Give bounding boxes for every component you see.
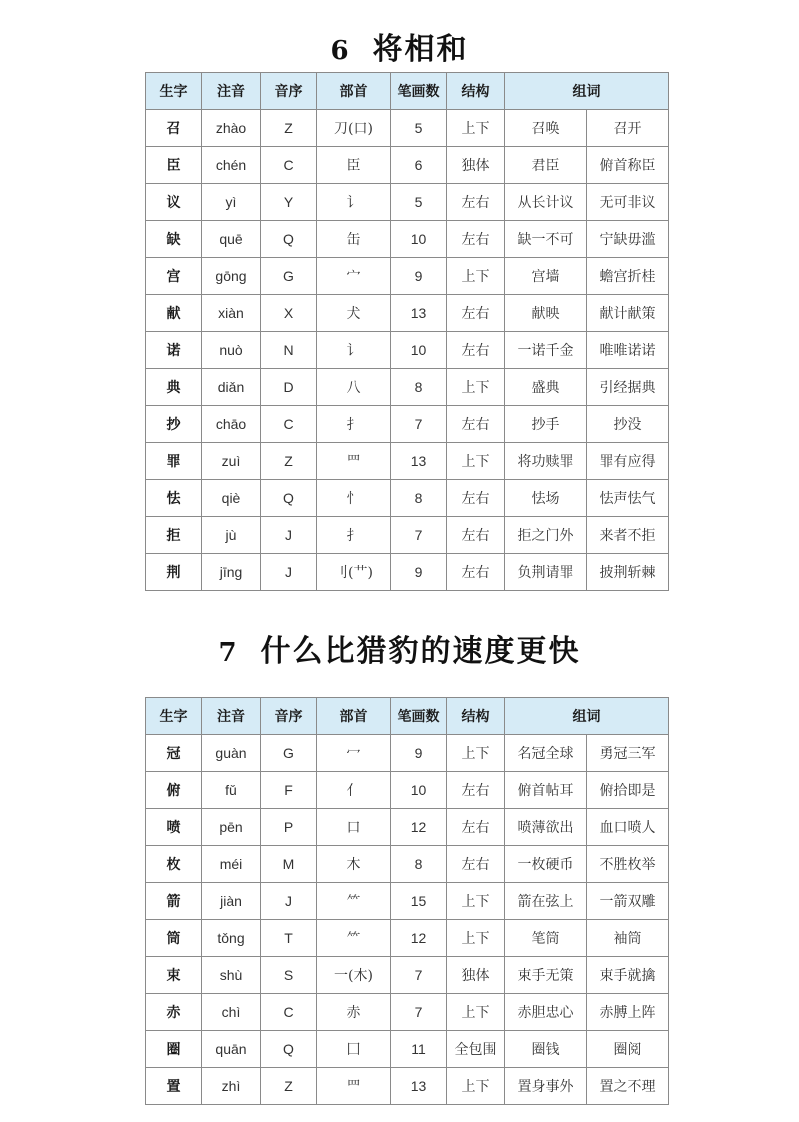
radical-cell: 扌 (317, 406, 391, 443)
char-cell: 缺 (146, 221, 202, 258)
table-row (146, 221, 669, 258)
header-radical: 部首 (317, 698, 391, 735)
word-cell: 披荆斩棘 (587, 554, 669, 591)
word-cell: 献映 (505, 295, 587, 332)
table-row (146, 554, 669, 591)
word-cell: 盛典 (505, 369, 587, 406)
char-cell: 荆 (146, 554, 202, 591)
header-order: 音序 (261, 73, 317, 110)
word-cell: 俯首称臣 (587, 147, 669, 184)
strokes-cell: 15 (391, 883, 447, 920)
radical-cell: 犬 (317, 295, 391, 332)
structure-cell: 上下 (447, 920, 505, 957)
char-cell: 议 (146, 184, 202, 221)
pinyin-cell: shù (202, 957, 261, 994)
word-cell: 圈钱 (505, 1031, 587, 1068)
radical-cell: 八 (317, 369, 391, 406)
table-row (146, 957, 669, 994)
word-cell: 君臣 (505, 147, 587, 184)
word-cell: 袖筒 (587, 920, 669, 957)
char-cell: 束 (146, 957, 202, 994)
pinyin-cell: jiàn (202, 883, 261, 920)
char-cell: 枚 (146, 846, 202, 883)
table-row (146, 1068, 669, 1105)
char-cell: 俯 (146, 772, 202, 809)
header-radical: 部首 (317, 73, 391, 110)
word-cell: 喷薄欲出 (505, 809, 587, 846)
word-cell: 来者不拒 (587, 517, 669, 554)
word-cell: 笔筒 (505, 920, 587, 957)
header-words: 组词 (505, 698, 669, 735)
char-cell: 召 (146, 110, 202, 147)
radical-cell: 罒 (317, 443, 391, 480)
table-row (146, 994, 669, 1031)
table-row (146, 184, 669, 221)
pinyin-cell: diǎn (202, 369, 261, 406)
strokes-cell: 6 (391, 147, 447, 184)
char-cell: 置 (146, 1068, 202, 1105)
word-cell: 召唤 (505, 110, 587, 147)
strokes-cell: 10 (391, 221, 447, 258)
table-row (146, 258, 669, 295)
header-pinyin: 注音 (202, 698, 261, 735)
table-row (146, 369, 669, 406)
vocab-table-lesson-6 (145, 72, 669, 591)
structure-cell: 上下 (447, 735, 505, 772)
char-cell: 罪 (146, 443, 202, 480)
order-cell: Z (261, 443, 317, 480)
order-cell: S (261, 957, 317, 994)
structure-cell: 左右 (447, 332, 505, 369)
pinyin-cell: xiàn (202, 295, 261, 332)
char-cell: 抄 (146, 406, 202, 443)
word-cell: 罪有应得 (587, 443, 669, 480)
word-cell: 束手无策 (505, 957, 587, 994)
word-cell: 置之不理 (587, 1068, 669, 1105)
strokes-cell: 13 (391, 443, 447, 480)
order-cell: C (261, 147, 317, 184)
pinyin-cell: chì (202, 994, 261, 1031)
header-words: 组词 (505, 73, 669, 110)
pinyin-cell: chāo (202, 406, 261, 443)
word-cell: 俯拾即是 (587, 772, 669, 809)
radical-cell: ⺮ (317, 883, 391, 920)
word-cell: 一枚硬币 (505, 846, 587, 883)
lesson-number: 6 (330, 36, 351, 66)
order-cell: C (261, 406, 317, 443)
radical-cell: 木 (317, 846, 391, 883)
strokes-cell: 9 (391, 258, 447, 295)
table-header-row (146, 698, 669, 735)
order-cell: C (261, 994, 317, 1031)
strokes-cell: 7 (391, 406, 447, 443)
pinyin-cell: quē (202, 221, 261, 258)
word-cell: 宁缺毋滥 (587, 221, 669, 258)
radical-cell: 一(木) (317, 957, 391, 994)
pinyin-cell: jù (202, 517, 261, 554)
order-cell: Y (261, 184, 317, 221)
structure-cell: 独体 (447, 957, 505, 994)
strokes-cell: 5 (391, 184, 447, 221)
radical-cell: 赤 (317, 994, 391, 1031)
structure-cell: 左右 (447, 772, 505, 809)
word-cell: 俯首帖耳 (505, 772, 587, 809)
word-cell: 一箭双雕 (587, 883, 669, 920)
header-order: 音序 (261, 698, 317, 735)
word-cell: 不胜枚举 (587, 846, 669, 883)
structure-cell: 上下 (447, 994, 505, 1031)
order-cell: Q (261, 480, 317, 517)
strokes-cell: 7 (391, 517, 447, 554)
structure-cell: 左右 (447, 221, 505, 258)
strokes-cell: 11 (391, 1031, 447, 1068)
order-cell: Z (261, 110, 317, 147)
table-row (146, 517, 669, 554)
char-cell: 箭 (146, 883, 202, 920)
table-row (146, 147, 669, 184)
table-header-row (146, 73, 669, 110)
strokes-cell: 8 (391, 369, 447, 406)
table-row (146, 809, 669, 846)
table-row (146, 735, 669, 772)
order-cell: J (261, 554, 317, 591)
radical-cell: 刀(口) (317, 110, 391, 147)
radical-cell: ⺮ (317, 920, 391, 957)
lesson-number: 7 (218, 638, 239, 668)
char-cell: 诺 (146, 332, 202, 369)
structure-cell: 左右 (447, 554, 505, 591)
structure-cell: 全包围 (447, 1031, 505, 1068)
radical-cell: 亻 (317, 772, 391, 809)
order-cell: G (261, 735, 317, 772)
structure-cell: 上下 (447, 883, 505, 920)
strokes-cell: 13 (391, 1068, 447, 1105)
strokes-cell: 12 (391, 920, 447, 957)
header-structure: 结构 (447, 73, 505, 110)
pinyin-cell: fǔ (202, 772, 261, 809)
pinyin-cell: qiè (202, 480, 261, 517)
table-row (146, 295, 669, 332)
word-cell: 赤膊上阵 (587, 994, 669, 1031)
word-cell: 圈阅 (587, 1031, 669, 1068)
pinyin-cell: méi (202, 846, 261, 883)
table-row (146, 406, 669, 443)
order-cell: P (261, 809, 317, 846)
pinyin-cell: jīng (202, 554, 261, 591)
pinyin-cell: zuì (202, 443, 261, 480)
char-cell: 拒 (146, 517, 202, 554)
structure-cell: 左右 (447, 295, 505, 332)
radical-cell: 缶 (317, 221, 391, 258)
structure-cell: 独体 (447, 147, 505, 184)
char-cell: 献 (146, 295, 202, 332)
strokes-cell: 10 (391, 772, 447, 809)
structure-cell: 左右 (447, 406, 505, 443)
radical-cell: 口 (317, 809, 391, 846)
table-row (146, 332, 669, 369)
radical-cell: 讠 (317, 332, 391, 369)
table-row (146, 846, 669, 883)
header-char: 生字 (146, 698, 202, 735)
structure-cell: 上下 (447, 258, 505, 295)
structure-cell: 左右 (447, 846, 505, 883)
order-cell: F (261, 772, 317, 809)
strokes-cell: 8 (391, 480, 447, 517)
word-cell: 从长计议 (505, 184, 587, 221)
char-cell: 宫 (146, 258, 202, 295)
char-cell: 圈 (146, 1031, 202, 1068)
word-cell: 抄没 (587, 406, 669, 443)
header-pinyin: 注音 (202, 73, 261, 110)
char-cell: 典 (146, 369, 202, 406)
word-cell: 怯场 (505, 480, 587, 517)
pinyin-cell: zhào (202, 110, 261, 147)
lesson-name: 什么比猎豹的速度更快 (260, 634, 581, 669)
radical-cell: 宀 (317, 258, 391, 295)
word-cell: 宫墙 (505, 258, 587, 295)
pinyin-cell: quān (202, 1031, 261, 1068)
header-structure: 结构 (447, 698, 505, 735)
order-cell: X (261, 295, 317, 332)
strokes-cell: 7 (391, 957, 447, 994)
pinyin-cell: zhì (202, 1068, 261, 1105)
table-row (146, 920, 669, 957)
strokes-cell: 12 (391, 809, 447, 846)
table-row (146, 772, 669, 809)
header-strokes: 笔画数 (391, 73, 447, 110)
strokes-cell: 5 (391, 110, 447, 147)
radical-cell: 忄 (317, 480, 391, 517)
word-cell: 箭在弦上 (505, 883, 587, 920)
char-cell: 臣 (146, 147, 202, 184)
order-cell: D (261, 369, 317, 406)
char-cell: 怯 (146, 480, 202, 517)
table-row (146, 883, 669, 920)
structure-cell: 左右 (447, 184, 505, 221)
word-cell: 献计献策 (587, 295, 669, 332)
order-cell: T (261, 920, 317, 957)
char-cell: 筒 (146, 920, 202, 957)
strokes-cell: 9 (391, 554, 447, 591)
pinyin-cell: yì (202, 184, 261, 221)
structure-cell: 左右 (447, 480, 505, 517)
word-cell: 蟾宫折桂 (587, 258, 669, 295)
word-cell: 缺一不可 (505, 221, 587, 258)
pinyin-cell: tǒng (202, 920, 261, 957)
strokes-cell: 13 (391, 295, 447, 332)
word-cell: 抄手 (505, 406, 587, 443)
vocab-table-lesson-7 (145, 697, 669, 1105)
word-cell: 召开 (587, 110, 669, 147)
order-cell: J (261, 517, 317, 554)
order-cell: Z (261, 1068, 317, 1105)
structure-cell: 上下 (447, 369, 505, 406)
word-cell: 束手就擒 (587, 957, 669, 994)
order-cell: Q (261, 1031, 317, 1068)
structure-cell: 左右 (447, 517, 505, 554)
structure-cell: 左右 (447, 809, 505, 846)
strokes-cell: 10 (391, 332, 447, 369)
radical-cell: 冖 (317, 735, 391, 772)
table-row (146, 110, 669, 147)
strokes-cell: 8 (391, 846, 447, 883)
order-cell: N (261, 332, 317, 369)
word-cell: 无可非议 (587, 184, 669, 221)
pinyin-cell: nuò (202, 332, 261, 369)
word-cell: 名冠全球 (505, 735, 587, 772)
radical-cell: 囗 (317, 1031, 391, 1068)
word-cell: 勇冠三军 (587, 735, 669, 772)
word-cell: 将功赎罪 (505, 443, 587, 480)
pinyin-cell: chén (202, 147, 261, 184)
table-row (146, 1031, 669, 1068)
pinyin-cell: guàn (202, 735, 261, 772)
strokes-cell: 7 (391, 994, 447, 1031)
lesson-7-title (0, 632, 799, 672)
header-strokes: 笔画数 (391, 698, 447, 735)
table-row (146, 443, 669, 480)
pinyin-cell: pēn (202, 809, 261, 846)
order-cell: J (261, 883, 317, 920)
lesson-name: 将相和 (372, 32, 469, 67)
lesson-6-title (0, 30, 799, 70)
char-cell: 喷 (146, 809, 202, 846)
strokes-cell: 9 (391, 735, 447, 772)
structure-cell: 上下 (447, 1068, 505, 1105)
word-cell: 怯声怯气 (587, 480, 669, 517)
radical-cell: 讠 (317, 184, 391, 221)
header-char: 生字 (146, 73, 202, 110)
order-cell: M (261, 846, 317, 883)
radical-cell: 罒 (317, 1068, 391, 1105)
table-row (146, 480, 669, 517)
radical-cell: 刂(艹) (317, 554, 391, 591)
char-cell: 赤 (146, 994, 202, 1031)
order-cell: G (261, 258, 317, 295)
word-cell: 拒之门外 (505, 517, 587, 554)
char-cell: 冠 (146, 735, 202, 772)
radical-cell: 臣 (317, 147, 391, 184)
word-cell: 置身事外 (505, 1068, 587, 1105)
word-cell: 赤胆忠心 (505, 994, 587, 1031)
word-cell: 血口喷人 (587, 809, 669, 846)
structure-cell: 上下 (447, 110, 505, 147)
structure-cell: 上下 (447, 443, 505, 480)
word-cell: 引经据典 (587, 369, 669, 406)
word-cell: 唯唯诺诺 (587, 332, 669, 369)
order-cell: Q (261, 221, 317, 258)
pinyin-cell: gōng (202, 258, 261, 295)
word-cell: 负荆请罪 (505, 554, 587, 591)
radical-cell: 扌 (317, 517, 391, 554)
word-cell: 一诺千金 (505, 332, 587, 369)
